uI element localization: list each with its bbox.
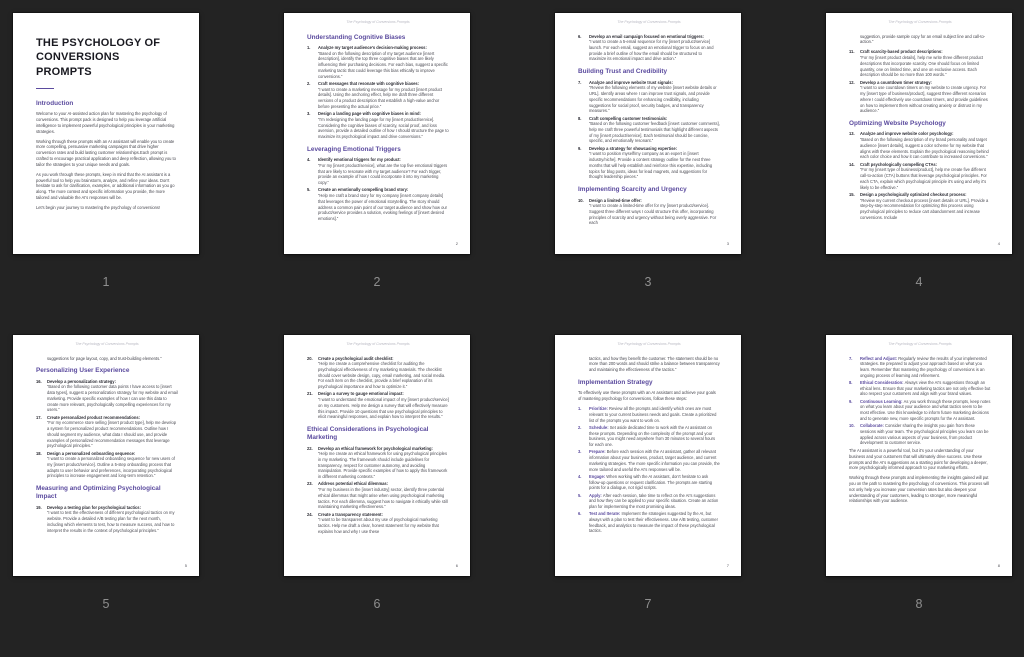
prompt-item-body: “I want to be transparent about my use of psychological marketing tactics. Help me draft a clear, honest statement for my website that explains how and why I use these xyxy=(318,517,439,534)
page-cell-1 xyxy=(13,13,199,335)
prompt-item-title: Craft messages that resonate with cognitive biases: xyxy=(318,80,420,86)
step-number: 9. xyxy=(849,398,853,404)
section-heading: Optimizing Website Psychology xyxy=(849,119,946,127)
page-content xyxy=(826,13,1012,232)
prompt-item xyxy=(36,505,178,534)
prompt-item-title: Create personalized product recommendations: xyxy=(47,414,141,420)
page-content xyxy=(284,335,470,547)
section-heading: Building Trust and Credibility xyxy=(578,68,668,76)
prompt-item-title: Develop an ethical framework for psychological marketing: xyxy=(318,445,433,451)
item-text xyxy=(589,198,720,227)
prompt-number: 16. xyxy=(36,378,42,384)
prompt-item-body: “I want to create a marketing message for my product [insert product details]. Using the anchoring effect, help me draft three different versions of a product description that establish a high-value anchor before presenting the actual price.” xyxy=(318,86,443,109)
prompt-item xyxy=(307,157,449,186)
page-cell-6 xyxy=(284,335,470,657)
prompt-number: 24. xyxy=(307,511,313,517)
page-content xyxy=(13,13,199,225)
running-header: The Psychology of Conversions Prompts xyxy=(346,20,410,24)
prompt-item-title: Design a personalized onboarding sequence: xyxy=(47,450,136,456)
prompt-item-body: “For my [insert product/service], what are the top five emotional triggers that are likely to resonate with my target audience? For each trigger, provide an example of how I could incorporate it into my marketing copy.” xyxy=(318,162,448,186)
step-item xyxy=(578,474,720,491)
prompt-item xyxy=(307,391,449,420)
step-lead: Prepare: xyxy=(589,449,607,455)
prompt-list xyxy=(36,379,178,479)
item-text xyxy=(589,80,720,114)
prompt-item xyxy=(36,451,178,480)
prompt-list xyxy=(849,49,991,114)
step-lead: Test and Iterate: xyxy=(589,511,622,517)
prompt-number: 10. xyxy=(578,197,584,203)
item-text xyxy=(318,81,449,110)
prompt-number: 3. xyxy=(307,111,311,117)
prompt-item xyxy=(849,131,991,160)
item-text xyxy=(47,451,178,480)
prompt-item xyxy=(578,146,720,180)
prompt-item xyxy=(307,187,449,221)
step-item xyxy=(849,356,991,379)
prompt-item-body: “For my ecommerce store selling [insert product type], help me develop a system for personalized product recommendations. Outline how I should segment my audience, what data I should use, and provide examples of personalized recommendation messages that leverage psychological principles.” xyxy=(47,420,177,449)
paragraph: Working through these prompts and implementing the insights gained will put you on the path to mastering the psychology of conversions. This process will not only help you increase your conversion rates but also deepen your understanding of your customers, leading to stronger, more meaningful relationships with your audience. xyxy=(849,475,990,504)
item-text: Test and Iterate: Implement the strategies suggested by the AI, but always with a plan to test their effectiveness. Use A/B testing, customer feedback, and analytics to measure the impact of these psychological tactics. xyxy=(589,511,718,534)
prompt-number: 23. xyxy=(307,481,313,487)
prompt-list xyxy=(578,198,720,227)
item-text xyxy=(318,45,449,79)
page-label: 8 xyxy=(915,597,923,611)
prompt-item-title: Analyze my target audience's decision-making process: xyxy=(318,45,427,51)
item-text xyxy=(860,49,991,78)
prompt-item xyxy=(36,379,178,413)
running-header: The Psychology of Conversions Prompts xyxy=(888,342,952,346)
item-text: Prepare: Before each session with the AI assistant, gather all relevant information about your business, product, target audience, and current marketing strategies. The more specific information you can provide, the more tailored and useful the AI's responses will be. xyxy=(589,449,720,472)
prompt-number: 21. xyxy=(307,391,313,397)
prompt-item xyxy=(849,192,991,221)
page-number: 4 xyxy=(997,241,1000,246)
prompt-number: 18. xyxy=(36,450,42,456)
step-item xyxy=(578,449,720,472)
step-number: 1. xyxy=(578,406,582,412)
prompt-item-title: Address potential ethical dilemmas: xyxy=(318,481,389,487)
step-lead: Collaborate: xyxy=(860,423,886,429)
steps-list xyxy=(849,356,991,447)
prompt-item-body: “I want to create a limited-time offer for my [insert product/service]. Suggest three different ways I could structure this offer, incorporating principles of scarcity and urgency without being overly aggressive. For each xyxy=(589,203,717,226)
page-cell-5 xyxy=(13,335,199,657)
continuation-paragraph: suggestion, provide sample copy for an email subject line and call-to-action.” xyxy=(860,33,986,45)
page-content xyxy=(826,335,1012,519)
item-text xyxy=(318,356,449,390)
prompt-number: 2. xyxy=(307,80,311,86)
prompt-number: 1. xyxy=(307,45,311,51)
page-number: 5 xyxy=(184,563,187,568)
prompt-item-title: Analyze and improve website trust signals: xyxy=(589,79,673,85)
page-label: 2 xyxy=(373,275,381,289)
prompt-list xyxy=(36,505,178,534)
running-header: The Psychology of Conversions Prompts xyxy=(888,20,952,24)
page-cell-8 xyxy=(826,335,1012,657)
prompt-number: 12. xyxy=(849,79,855,85)
prompt-item-title: Identify emotional triggers for my product: xyxy=(318,157,401,163)
prompt-item xyxy=(36,415,178,449)
page-number: 7 xyxy=(726,563,729,568)
prompt-number: 8. xyxy=(578,115,582,121)
prompt-number: 20. xyxy=(307,355,313,361)
page-label: 1 xyxy=(102,275,110,289)
prompt-item xyxy=(307,81,449,110)
prompt-item-title: Craft psychologically compelling CTAs: xyxy=(860,161,938,167)
step-lead: Ethical Consideration: xyxy=(860,380,905,386)
section-heading: Measuring and Optimizing Psychological Impact xyxy=(36,485,161,501)
section-heading: Introduction xyxy=(36,99,74,107)
page-label: 4 xyxy=(915,275,923,289)
step-lead: Schedule: xyxy=(589,424,610,430)
prompt-number: 7. xyxy=(578,79,582,85)
prompt-item xyxy=(307,446,449,480)
prompt-item-title: Analyze and improve website color psychology: xyxy=(860,131,954,137)
page-thumbnail-7[interactable] xyxy=(555,335,741,576)
running-header: The Psychology of Conversions Prompts xyxy=(346,342,410,346)
section-heading: Ethical Considerations in Psychological Marketing xyxy=(307,426,429,442)
page-thumbnail-1[interactable] xyxy=(13,13,199,254)
prompt-item-title: Develop a personalization strategy: xyxy=(47,378,116,384)
prompt-item-body: “Based on the following description of my target audience [insert description], identify the top three cognitive biases that are likely influencing their purchasing decisions. For each bias, suggest a specific marketing tactic that could leverage this bias ethically to improve conversions.” xyxy=(318,50,448,79)
prompt-number: 14. xyxy=(849,161,855,167)
item-text xyxy=(47,379,178,413)
item-text: Ethical Consideration: Always view the AI's suggestions through an ethical lens. Ensure that your marketing tactics are not only effective but also respect your customers and align with your brand values. xyxy=(860,380,991,397)
step-lead: Reflect and Adjust: xyxy=(860,355,899,361)
prompt-list xyxy=(849,131,991,220)
item-text xyxy=(318,391,449,420)
prompt-list xyxy=(307,45,449,140)
title-divider xyxy=(36,88,54,89)
prompt-item xyxy=(307,45,449,79)
step-number: 8. xyxy=(849,380,853,386)
paragraph: To effectively use these prompts with an AI assistant and achieve your goals of mastering psychology for conversions, follow these steps: xyxy=(578,390,716,401)
item-text xyxy=(318,512,449,535)
step-item xyxy=(849,423,991,446)
prompt-item-body: “Help me create a comprehensive checklist for auditing the psychological effectiveness of my marketing materials. The checklist should cover website design, copy, email marketing, and social media. For each item on the checklist, provide a brief explanation of its psychological importance and how to optimize it.” xyxy=(318,361,446,390)
prompt-number: 17. xyxy=(36,414,42,420)
page-label: 5 xyxy=(102,597,110,611)
step-number: 4. xyxy=(578,473,582,479)
item-text xyxy=(589,34,720,63)
prompt-list xyxy=(307,157,449,222)
paragraph: As you work through these prompts, keep in mind that the AI assistant is a powerful tool to help you brainstorm, analyze, and refine your ideas. Don't hesitate to ask for clarification, examples, or additional information as you go along. The more context and specific information you provide, the more tailored and valuable the AI's responses will be. xyxy=(36,171,175,200)
item-text: Reflect and Adjust: Regularly review the results of your implemented strategies. Be prepared to adjust your approach based on what you learn. Remember that mastering the psychology of conversions is an ongoing process of learning and refinement. xyxy=(860,355,987,378)
item-text xyxy=(860,131,991,160)
prompt-number: 22. xyxy=(307,445,313,451)
step-lead: Engage: xyxy=(589,473,607,479)
prompt-number: 13. xyxy=(849,131,855,137)
page-thumbnail-5[interactable] xyxy=(13,335,199,576)
page-content xyxy=(284,13,470,234)
section-heading: Implementation Strategy xyxy=(578,378,653,386)
prompt-item-body: “Help me craft a brand story for my company [insert company details] that leverages the power of emotional storytelling. The story should address a common pain point of our target audience and show how our product/service provides a solution, evoking feelings of [insert desired emotions].” xyxy=(318,193,448,222)
item-text xyxy=(860,80,991,114)
running-header: The Psychology of Conversions Prompts xyxy=(75,342,139,346)
prompt-item-title: Craft compelling customer testimonials: xyxy=(589,115,668,121)
page-thumbnail-4[interactable] xyxy=(826,13,1012,254)
prompt-item-body: “Based on the following customer feedback [insert customer comments], help me craft three powerful testimonials that highlight different aspects of my [insert product/service]. Each testimonial should be concise, specific, and emotionally resonant.” xyxy=(589,121,720,144)
prompt-item-title: Create a transparency statement: xyxy=(318,511,383,517)
prompt-item xyxy=(849,80,991,114)
prompt-item-title: Develop a testing plan for psychological tactics: xyxy=(47,504,141,510)
section-heading: Implementing Scarcity and Urgency xyxy=(578,186,687,194)
page-cell-7 xyxy=(555,335,741,657)
page-label: 3 xyxy=(644,275,652,289)
section-heading: Leveraging Emotional Triggers xyxy=(307,145,401,153)
prompt-number: 5. xyxy=(307,187,311,193)
prompt-item-body: “Review my current checkout process [insert details or URL]. Provide a step-by-step recommendation for optimizing this process using psychological principles to reduce cart abandonment and increase conversions. Include xyxy=(860,197,989,220)
prompt-item-body: “I want to position myself/my company as an expert in [insert industry/niche]. Provide a content strategy outline for the next three months that will help establish and reinforce this expertise, including topics for blog posts, ideas for lead magnets, and suggestions for thought leadership pieces.” xyxy=(589,151,713,180)
prompt-list xyxy=(578,34,720,63)
prompt-item-body: “I want to understand the emotional impact of my [insert product/service] on my customers. Help me design a survey that will effectively measure this impact. Provide 10 questions that use psychological principles to elicit meaningful responses, and explain how to interpret the results.” xyxy=(318,397,449,420)
item-text xyxy=(318,111,449,140)
page-thumbnail-8[interactable] xyxy=(826,335,1012,576)
document-title: THE PSYCHOLOGY OF CONVERSIONS PROMPTS xyxy=(36,37,161,78)
prompt-item-title: Design a survey to gauge emotional impact: xyxy=(318,391,404,397)
item-text: Collaborate: Consider sharing the insights you gain from these sessions with your team. The psychological principles you learn can be applied across various aspects of your business, from product development to customer service. xyxy=(860,423,989,446)
item-text xyxy=(318,481,449,510)
prompt-item-body: “I want to create a 5-email sequence for my [insert product/service] launch. For each email, suggest an emotional trigger to focus on and provide a brief outline of how the email should be structured to maximize its emotional impact and drive action.” xyxy=(589,39,714,62)
prompt-item xyxy=(578,116,720,145)
prompt-number: 19. xyxy=(36,504,42,510)
item-text: Prioritize: Review all the prompts and identify which ones are most relevant to your current business needs and goals. Create a prioritized list of the prompts you want to work on. xyxy=(589,406,717,423)
paragraph: Working through these prompts with an AI assistant will enable you to create more compelling, persuasive marketing campaigns that drive higher conversion rates and build lasting customer relationships.Each prompt is crafted to encourage practical application and deep reflection, allowing you to tailor the strategies to your unique needs and goals. xyxy=(36,138,176,167)
item-text xyxy=(318,157,449,186)
prompt-list xyxy=(307,446,449,535)
step-item xyxy=(578,425,720,448)
paragraph: Welcome to your AI-assisted action plan for mastering the psychology of conversions. This prompt pack is designed to help you leverage artificial intelligence to implement powerful psychological principles in your marketing strategies. xyxy=(36,111,175,134)
paragraph: The AI assistant is a powerful tool, but it's your understanding of your business and your customers that will ultimately drive success. Use these prompts and the AI's suggestions as a starting point for developing a deeper, more psychologically informed approach to your marketing efforts. xyxy=(849,448,988,471)
prompt-number: 6. xyxy=(578,33,582,39)
section-heading: Understanding Cognitive Biases xyxy=(307,33,406,41)
item-text xyxy=(589,146,720,180)
step-item xyxy=(849,399,991,422)
prompt-item-body: “I want to create a personalized onboarding sequence for new users of my [insert product/service]. Outline a 5-step onboarding process that adapts to user behavior and preferences, incorporating psychological principles to increase engagement and long-term retention.” xyxy=(47,456,175,479)
step-item xyxy=(849,380,991,397)
page-thumbnail-6[interactable] xyxy=(284,335,470,576)
prompt-number: 4. xyxy=(307,157,311,163)
prompt-item xyxy=(307,356,449,390)
page-thumbnail-2[interactable] xyxy=(284,13,470,254)
step-number: 2. xyxy=(578,424,582,430)
step-item xyxy=(578,493,720,510)
page-number: 2 xyxy=(455,241,458,246)
running-header: The Psychology of Conversions Prompts xyxy=(617,20,681,24)
item-text: Engage: When working with the AI assistant, don't hesitate to ask follow-up questions or request clarification. The prompts are starting points for a dialogue, not rigid scripts. xyxy=(589,473,713,491)
prompt-item-body: “I'm redesigning the landing page for my [insert product/service]. Considering the cognitive biases of scarcity, social proof, and loss aversion, provide a detailed outline of how I should structure the page to maximize its psychological impact and drive conversions.” xyxy=(318,116,449,140)
page-content xyxy=(555,13,741,238)
step-number: 3. xyxy=(578,449,582,455)
prompt-item-title: Create an emotionally compelling brand story: xyxy=(318,187,409,193)
page-cell-4 xyxy=(826,13,1012,335)
step-number: 10. xyxy=(849,423,855,429)
prompt-list xyxy=(578,80,720,180)
page-thumbnail-3[interactable] xyxy=(555,13,741,254)
item-text: Continuous Learning: As you work through these prompts, keep notes on what you learn about your audience and what tactics seem to be most effective. Use this knowledge to inform future marketing decisions and to generate new, more specific prompts for the AI assistant. xyxy=(860,398,991,421)
page-cell-3 xyxy=(555,13,741,335)
step-number: 5. xyxy=(578,492,582,498)
prompt-item-title: Design a landing page with cognitive biases in mind: xyxy=(318,111,421,117)
prompt-item-title: Develop a countdown timer strategy: xyxy=(860,79,932,85)
page-number: 3 xyxy=(726,241,729,246)
page-content xyxy=(555,335,741,546)
item-text: Schedule: Set aside dedicated time to work with the AI assistant on these prompts. Depending on the complexity of the prompt and your business, you might need anywhere from 30 minutes to several hours for each one. xyxy=(589,424,716,448)
running-header: The Psychology of Conversions Prompts xyxy=(617,342,681,346)
item-text xyxy=(47,505,178,534)
prompt-item-body: “Based on the following customer data points I have access to [insert data types], suggest a personalization strategy for my website and email marketing. Provide specific examples of how I can use this data to create more relevant, psychologically compelling experiences for my users.” xyxy=(47,384,178,413)
prompt-item xyxy=(578,80,720,114)
prompt-item xyxy=(578,198,720,227)
item-text: Apply: After each session, take time to reflect on the AI's suggestions and how they can be applied to your specific situation. Create an action plan for implementing the most promising ideas. xyxy=(589,492,719,510)
prompt-item-body: “For my [insert product details], help me write three different product descriptions that incorporate scarcity. One should focus on limited quantity, one on limited time, and one on exclusive access. Each description should be no more than 100 words.” xyxy=(860,55,984,78)
step-number: 6. xyxy=(578,511,582,517)
item-text xyxy=(860,192,991,221)
continuation-paragraph: suggestions for page layout, copy, and trust-building elements.” xyxy=(47,355,162,361)
prompt-item-title: Develop a strategy for showcasing expertise: xyxy=(589,145,678,151)
page-label: 6 xyxy=(373,597,381,611)
prompt-item-title: Develop an email campaign focused on emotional triggers: xyxy=(589,33,704,39)
item-text xyxy=(47,415,178,449)
prompt-item-body: “I want to test the effectiveness of different psychological tactics on my website. Provide a detailed A/B testing plan for the next month, including which elements to test, how to measure success, and how to interpret the results in the context of psychological principles.” xyxy=(47,510,175,533)
step-lead: Apply: xyxy=(589,492,603,498)
prompt-item xyxy=(307,111,449,140)
item-text xyxy=(318,446,449,480)
page-content xyxy=(13,335,199,545)
section-heading: Personalizing User Experience xyxy=(36,367,130,375)
prompt-item xyxy=(578,34,720,63)
prompt-item xyxy=(307,481,449,510)
step-number: 7. xyxy=(849,355,853,361)
prompt-item-body: “I want to use countdown timers on my website to create urgency. For my [insert type of business/product], suggest three different scenarios where I could effectively use countdown timers, and provide guidelines on how to implement them without creating anxiety or distrust in my audience.” xyxy=(860,85,988,114)
prompt-item-body: “Help me create an ethical framework for using psychological principles in my marketing. The framework should include guidelines for transparency, respect for customer autonomy, and avoiding manipulation. Provide specific examples of how to apply this framework in different marketing contexts.” xyxy=(318,451,448,480)
prompt-number: 11. xyxy=(849,49,855,55)
page-label: 7 xyxy=(644,597,652,611)
prompt-list xyxy=(307,356,449,421)
page-number: 6 xyxy=(455,563,458,568)
step-item xyxy=(578,406,720,423)
prompt-item-body: “For my business in the [insert industry] sector, identify three potential ethical dilemmas that might arise when using psychological marketing tactics. For each dilemma, suggest how to navigate it ethically while still maintaining marketing effectiveness.” xyxy=(318,487,448,510)
prompt-item-body: “For my [insert type of business/product], help me create five different call-to-action (CTA) buttons that leverage psychological principles. For each CTA, explain which psychological principle it's using and why it's likely to be effective.” xyxy=(860,167,987,190)
prompt-item xyxy=(307,512,449,535)
prompt-item-title: Create a psychological audit checklist: xyxy=(318,355,394,361)
prompt-item-body: “Based on the following description of my brand personality and target audience [insert details], suggest a color scheme for my website that aligns with these elements. Explain the psychological reasoning behind each color choice and how it can contribute to increased conversions.” xyxy=(860,137,989,160)
page-cell-2 xyxy=(284,13,470,335)
prompt-item-title: Design a limited-time offer: xyxy=(589,197,642,203)
prompt-item xyxy=(849,49,991,78)
continuation-paragraph: tactics, and how they benefit the customer. The statement should be no more than 200 words and should strike a balance between transparency and maintaining the effectiveness of the tactics.” xyxy=(589,355,720,372)
item-text xyxy=(589,116,720,145)
prompt-item-title: Design a psychologically optimized checkout process: xyxy=(860,191,967,197)
item-text xyxy=(860,162,991,191)
step-lead: Prioritize: xyxy=(589,406,610,412)
prompt-item xyxy=(849,162,991,191)
prompt-item-body: “Review the following elements of my website [insert website details or URL]. Identify areas where I can improve trust signals, and provide specific recommendations for enhancing credibility, including suggestions for social proof, security badges, and transparency measures.” xyxy=(589,85,717,114)
prompt-item-title: Craft scarcity-based product descriptions: xyxy=(860,49,943,55)
step-lead: Continuous Learning: xyxy=(860,398,904,404)
steps-list xyxy=(578,406,720,534)
paragraph: Let's begin your journey to mastering the psychology of conversions! xyxy=(36,204,161,210)
prompt-number: 9. xyxy=(578,145,582,151)
page-number: 8 xyxy=(997,563,1000,568)
prompt-number: 15. xyxy=(849,191,855,197)
step-item xyxy=(578,511,720,534)
item-text xyxy=(318,187,449,221)
